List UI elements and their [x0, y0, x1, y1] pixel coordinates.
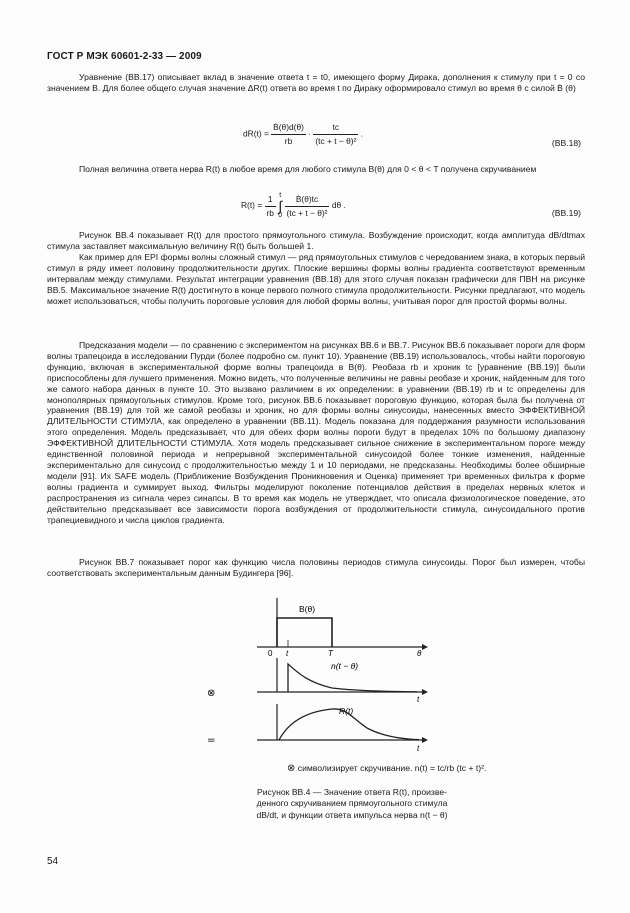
caption-line-3: dB/dt, и функции ответа импульса нерва n(t − θ) [256, 809, 448, 820]
caption-line-2: денного скручиванием прямоугольного стимула [256, 798, 448, 809]
eq1-den2: (tc + t − θ)² [315, 135, 357, 146]
tick-t: t [286, 649, 289, 658]
eq1-fraction-2 [313, 122, 358, 147]
eq1-lhs: dR(t) = [243, 128, 269, 139]
arrow-right-icon [422, 689, 428, 695]
tick-0: 0 [268, 649, 273, 658]
equation-bb18 [47, 122, 585, 162]
integral-sign-icon: ∫ [278, 198, 283, 214]
paragraph-5: Предсказания модели — по сравнению с экспериментом на рисунках ВВ.6 и ВВ.7. Рисунок ВВ.6 показывает пороги для форм волны трапецоида в исследовании Пурди (более подробно см. пункт 10). Уравнение (ВВ.19) использовалось, чтобы найти пороговую функцию, включая в экспериментальной форме волны трапецоида в B(θ). Реобаза rb и хроник tc [уравнение (ВВ.19)] были приспособлены для лучшего применения. Можно видеть, что полученные величины не равны реобазе и хроник, найденным для того же самого набора данных в пункте 10. Это вызвано различием в их определении: в уравнении (ВВ.19) rb и tc определены для монополярных прямоугольных стимулов. Кроме того, рисунок ВВ.6 показывает пороговую функцию, которая была бы получена от уравнения (ВВ.19) для той же самой реобазы и хроник, но для формы волны синусоиды, нанесенных вместо ЭФФЕКТИВНОЙ ДЛИТЕЛЬНОСТИ СТИМУЛА, как определено в уравнении (ВВ.11). Модель показана для поддержания разумности использования этого определения. Модель предсказывает, что для обеих форм волны пороги будут в пределах 10% по большому диапазону ЭФФЕКТИВНОЙ ДЛИТЕЛЬНОСТИ СТИМУЛА. Хотя модель предсказывает сильное снижение в экспериментальном пороге между единственной половиной периода и непрерывной экспериментальной синусоидой более тонкие изменения, найденные экспериментально для синусоид с продолжительностью между 1 и 10 периодами, не предсказаны. Необходимы более обширные модели [91]. Их SAFE модель (Приближение Возбуждения Проникновения и Оценка) применяет три временных фильтра к форме волны градиента и суммирует выход. Фильтры моделируют поколение потенциалов действия в пределах нервных клеток и распространения из сигнала через синапсы. В то время как модель не утверждает, что описала физиологическое поведение, это действительно предсказывает все зависимости порога возбуждения от продолжительности стимула, синусоидального против трапециевидного и числа циклов градиента. [47, 340, 585, 525]
eq2-num2: Ḃ(θ)tc [285, 194, 330, 207]
eq2-fraction-2 [285, 194, 330, 219]
paragraph-3: Рисунок ВВ.4 показывает R(t) для простого прямоугольного стимула. Возбуждение происходит, когда амплитуда dB/dtmax стимула заставляет максимальную величину R(t) быть большей 1. [47, 230, 585, 251]
convolution-equals-icon: = [207, 735, 216, 746]
tick-T: T [328, 649, 333, 658]
response-panel [207, 704, 428, 753]
eq2-int-lower: 0 [278, 212, 283, 219]
convolution-icon: ⊗ [287, 763, 296, 774]
eq1-den1: rb [284, 135, 293, 146]
eq2-number: (ВВ.19) [551, 208, 581, 218]
paragraph-4: Как пример для EPI формы волны сложный стимул — ряд прямоугольных стимулов с чередованием знака, в которых первый стимул в ряду имеет половину продолжительности других. Плоские вершины формы волны градиента соответствуют временным интервалам между стимулами. Результат интеграции уравнения (ВВ.18) для этого случая показан графически для ПВН на рисунке ВВ.5. Максимальное значение R(t) достигнуто в конце первого полного стимула продолжительности. Рисунки предлагают, что модель может использоваться, чтобы получить пороговые условия для любой формы волны, учитывая порог для простой формы волны. [47, 252, 585, 306]
legend-text: символизирует скручивание. n(t) = tc/rb (tc + t)². [297, 763, 487, 773]
eq1-num1: Ḃ(θ)d(θ) [271, 122, 306, 135]
eq2-tail: dθ . [331, 200, 346, 211]
paragraph-1: Уравнение (ВВ.17) описывает вклад в значение ответа t = t0, имеющего форму Дирака, дополнения к стимулу при t = 0 со значением B. Для более общего случая значение ΔR(t) ответа во время t по Дираку оформировало стимул во время θ с силой Ḃ (θ) [47, 72, 585, 93]
axis-t-1: t [417, 695, 420, 704]
equation-bb19 [47, 192, 585, 232]
figure-legend [287, 763, 486, 775]
axis-theta: θ [417, 649, 422, 658]
eq2-den2: (tc + t − θ)² [286, 207, 328, 218]
label-r: R(t) [339, 706, 354, 716]
eq1-num2: tc [313, 122, 358, 135]
convolution-icon: ⊗ [207, 688, 216, 699]
paragraph-6: Рисунок ВВ.7 показывает порог как функцию числа половины периодов стимула синусоиды. Порог был измерен, чтобы соответствовать экспериментальным данным Будингера [96]. [47, 557, 585, 578]
eq2-lhs: R(t) = [241, 200, 263, 211]
document-header: ГОСТ Р МЭК 60601-2-33 — 2009 [47, 51, 202, 62]
eq1-tail: . [360, 128, 363, 139]
axis-t-2: t [417, 744, 420, 753]
label-n: n(t − θ) [331, 661, 359, 671]
eq1-fraction-1 [271, 122, 306, 147]
eq2-den1: rb [266, 207, 274, 218]
eq1-number: (ВВ.18) [551, 138, 581, 148]
eq2-fraction-1 [265, 194, 276, 219]
eq2-num1: 1 [265, 194, 276, 207]
caption-line-1: Рисунок ВВ.4 — Значение ответа R(t), произве- [257, 787, 447, 797]
paragraph-2: Полная величина ответа нерва R(t) в любое время для любого стимула B(θ) для 0 < θ < T получена скручиванием [79, 164, 537, 174]
figure-caption [237, 787, 467, 821]
eq2-int-upper: t [279, 192, 282, 199]
stimulus-pulse [277, 618, 332, 647]
label-b-theta: B(θ) [299, 604, 316, 614]
figure-bb4 [207, 590, 467, 755]
eq2-integral [278, 192, 282, 220]
arrow-right-icon [422, 644, 428, 650]
impulse-panel [207, 658, 428, 704]
stimulus-panel [257, 598, 428, 658]
eq1-dot: · [308, 128, 312, 139]
arrow-right-icon [422, 737, 428, 743]
page-number: 54 [47, 856, 59, 867]
